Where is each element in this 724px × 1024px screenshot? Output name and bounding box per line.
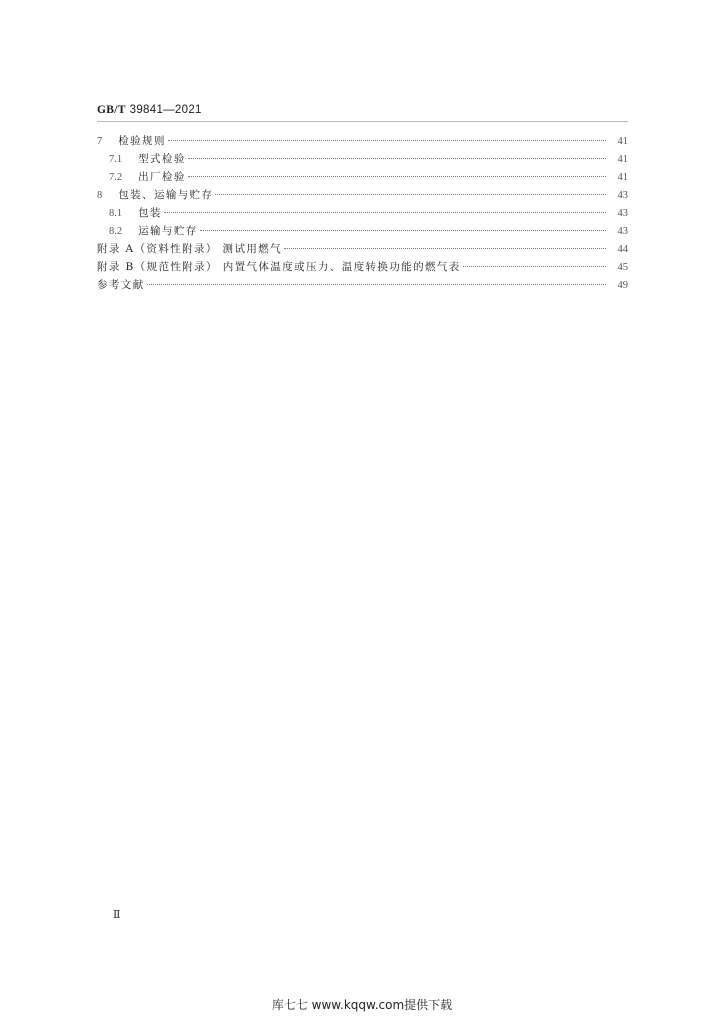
- standard-prefix: GB/T: [97, 104, 126, 116]
- toc-entry-title: 附录 B（规范性附录） 内置气体温度或压力、温度转换功能的燃气表: [97, 261, 461, 273]
- table-of-contents: [97, 133, 628, 295]
- toc-entry-number: 7.2: [109, 172, 123, 183]
- document-header: [97, 102, 202, 116]
- toc-entry-title: 附录 A（资料性附录） 测试用燃气: [97, 243, 283, 255]
- toc-dot-leader: [164, 212, 606, 213]
- toc-dot-leader: [188, 176, 606, 177]
- toc-dot-leader: [188, 158, 606, 159]
- download-footer: 库七七 www.kqqw.com提供下载: [271, 998, 453, 1012]
- toc-dot-leader: [168, 140, 606, 141]
- toc-entry-page: 49: [617, 280, 628, 291]
- toc-entry-title: 出厂检验: [138, 171, 186, 183]
- toc-entry[interactable]: [97, 205, 628, 223]
- toc-entry[interactable]: [97, 187, 628, 205]
- toc-dot-leader: [200, 230, 606, 231]
- toc-entry-page: 43: [617, 190, 628, 201]
- toc-entry-page: 41: [617, 172, 628, 183]
- toc-entry-title: 检验规则: [118, 135, 166, 147]
- header-divider: [97, 121, 628, 122]
- toc-entry-page: 43: [617, 208, 628, 219]
- toc-entry[interactable]: [97, 169, 628, 187]
- toc-entry[interactable]: [97, 241, 628, 259]
- standard-code: 39841—2021: [129, 104, 202, 116]
- toc-entry-title: 参考文献: [97, 279, 145, 291]
- toc-dot-leader: [147, 284, 606, 285]
- page-number: Ⅱ: [113, 909, 121, 921]
- toc-entry[interactable]: [97, 259, 628, 277]
- toc-entry-title: 型式检验: [138, 153, 186, 165]
- toc-dot-leader: [215, 194, 606, 195]
- toc-entry-number: 7: [97, 136, 103, 147]
- toc-entry[interactable]: [97, 277, 628, 295]
- toc-entry[interactable]: [97, 223, 628, 241]
- toc-entry-number: 8: [97, 190, 103, 201]
- toc-entry[interactable]: [97, 151, 628, 169]
- toc-entry-title: 包装、运输与贮存: [118, 189, 214, 201]
- toc-entry[interactable]: [97, 133, 628, 151]
- toc-entry-page: 41: [617, 154, 628, 165]
- toc-entry-page: 41: [617, 136, 628, 147]
- toc-entry-number: 7.1: [109, 154, 123, 165]
- toc-dot-leader: [284, 248, 606, 249]
- toc-entry-number: 8.1: [109, 208, 123, 219]
- toc-dot-leader: [463, 266, 606, 267]
- toc-entry-title: 运输与贮存: [138, 225, 198, 237]
- toc-entry-number: 8.2: [109, 226, 123, 237]
- toc-entry-title: 包装: [138, 207, 162, 219]
- toc-entry-page: 44: [617, 244, 628, 255]
- toc-entry-page: 43: [617, 226, 628, 237]
- toc-entry-page: 45: [617, 262, 628, 273]
